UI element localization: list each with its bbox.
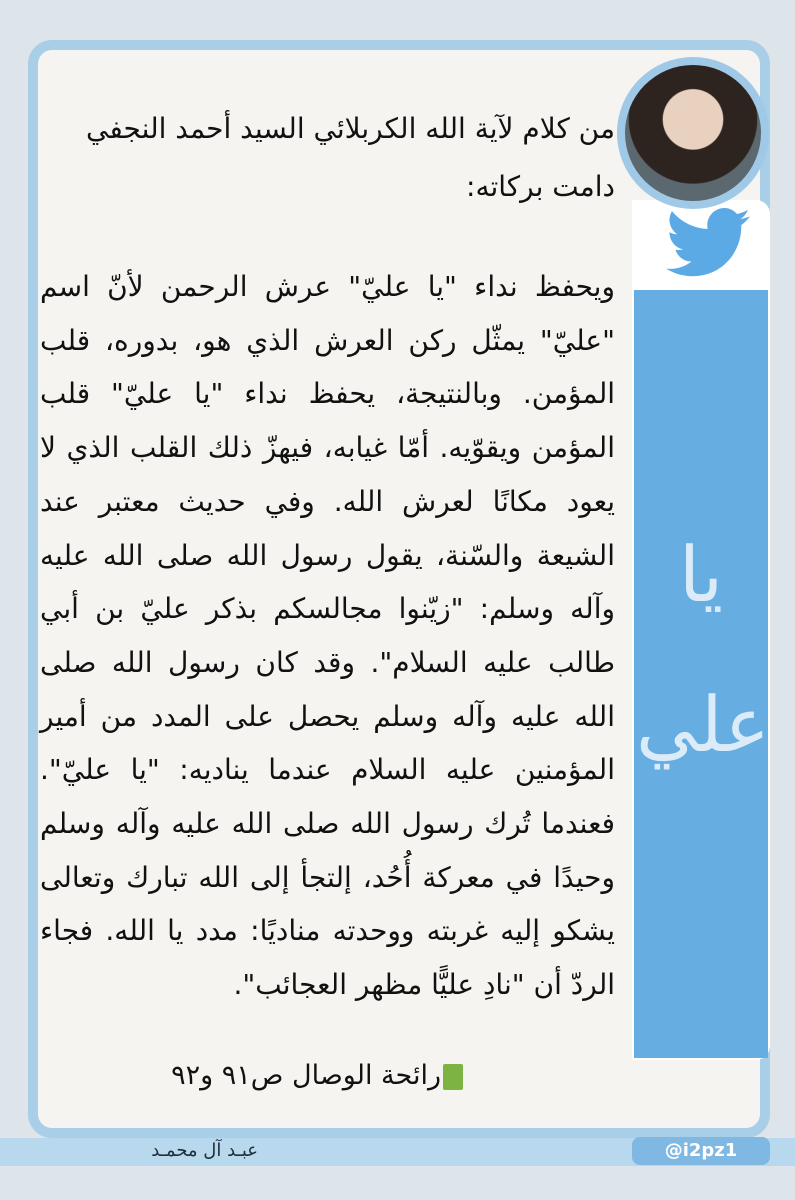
avatar-photo xyxy=(625,65,761,201)
avatar[interactable] xyxy=(617,57,769,209)
twitter-handle[interactable]: @i2pz1 xyxy=(632,1137,770,1165)
post-heading: من كلام لآية الله الكربلائي السيد أحمد النجفي دامت بركاته: xyxy=(86,112,615,203)
source-line xyxy=(40,1060,463,1091)
twitter-bird-icon[interactable] xyxy=(663,208,753,278)
book-icon xyxy=(443,1064,463,1090)
author-name: عبـد آل محمـد xyxy=(151,1140,258,1161)
post-body: ويحفظ نداء "يا عليّ" عرش الرحمن لأنّ اسم "عليّ" يمثّل ركن العرش الذي هو، بدوره، قلب المؤمن. وبالنتيجة، يحفظ نداء "يا عليّ" قلب المؤمن ويقوّيه. أمّا غيابه، فيهزّ ذلك القلب الذي لا يعود مكانًا لعرش الله. وفي حديث معتبر عند الشيعة والسّنة، يقول رسول الله صلى الله عليه وآله وسلم: "زيّنوا مجالسكم بذكر عليّ بن أبي طالب عليه السلام". وقد كان رسول الله صلى الله عليه وآله وسلم يحصل على المدد من أمير المؤمنين عليه السلام عندما يناديه: "يا عليّ". فعندما تُرك رسول الله صلى الله عليه وآله وسلم وحيدًا في معركة أُحُد، إلتجأ إلى الله تبارك وتعالى يشكو إليه غربته ووحدته مناديًا: مدد يا الله. فجاء الردّ أن "نادِ عليًّا مظهر العجائب". xyxy=(40,270,615,1002)
source-text: رائحة الوصال ص٩١ و٩٢ xyxy=(171,1060,441,1091)
ya-ali-calligraphy: يا علي xyxy=(636,530,770,769)
